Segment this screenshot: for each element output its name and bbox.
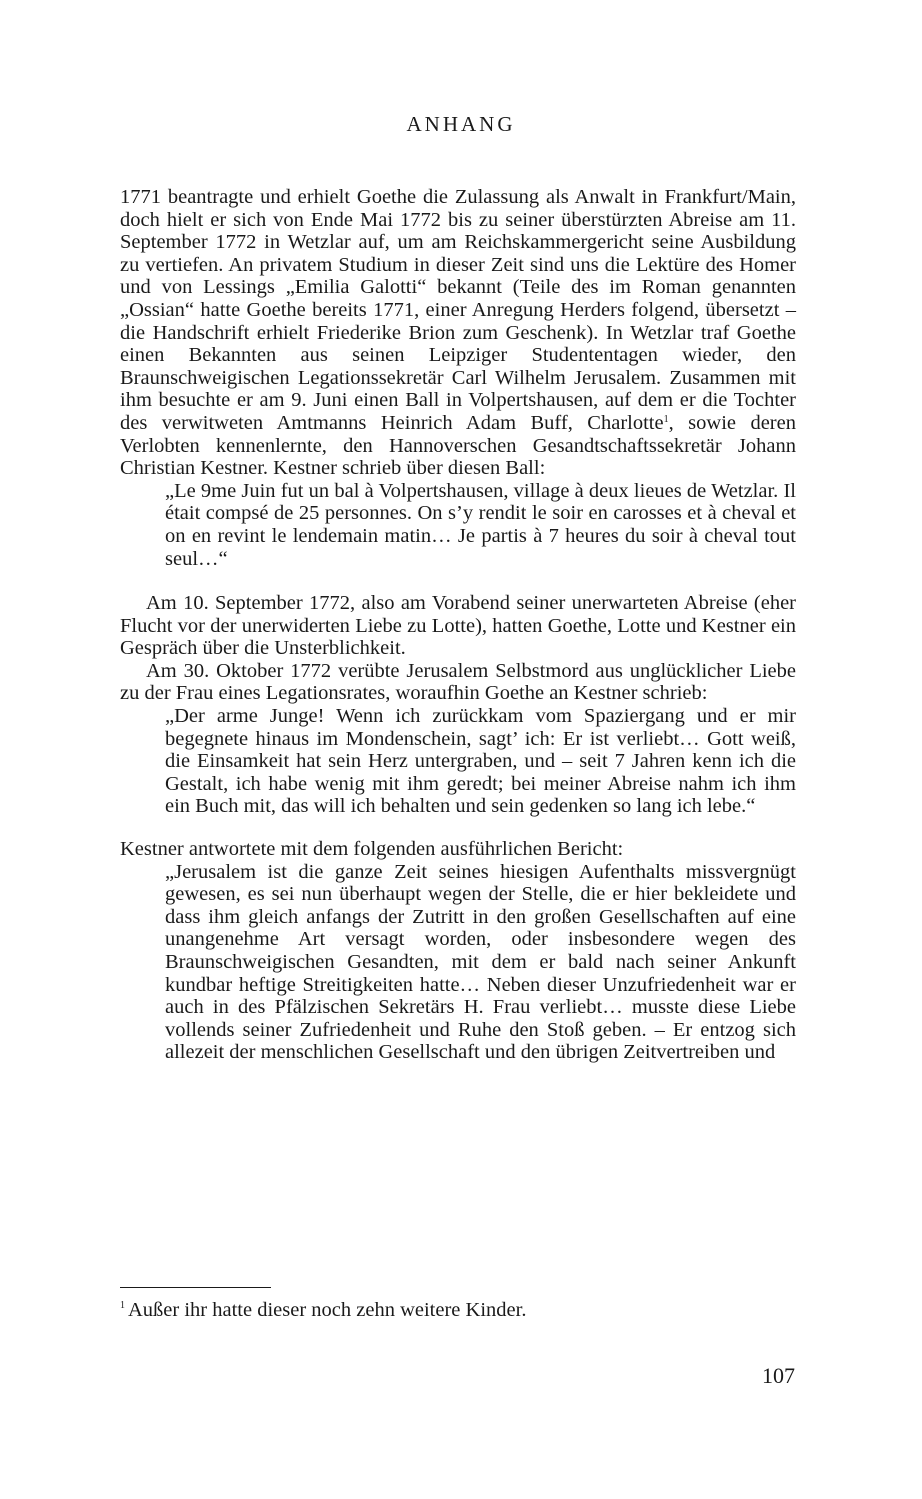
- footnote-marker: 1: [120, 1300, 125, 1311]
- spacer: [120, 570, 796, 592]
- paragraph-text: 1771 beantragte und erhielt Goethe die Zulassung als Anwalt in Frankfurt/Main, doch hielt er sich von Ende Mai 1772 bis zu seiner überstürzten Abreise am 11. September 1772 in Wetzlar auf, um am Reichskammergericht seine Ausbildung zu vertiefen. An privatem Studium in dieser Zeit sind uns die Lektüre des Homer und von Lessings „Emilia Galotti“ bekannt (Teile des im Roman genannten „Ossian“ hatte Goethe bereits 1771, einer Anregung Herders folgend, übersetzt – die Handschrift erhielt Friederike Brion zum Geschenk). In Wetzlar traf Goethe einen Bekannten aus seinen Leipziger Studententagen wieder, den Braunschweigischen Legationssekretär Carl Wilhelm Jerusalem. Zusammen mit ihm besuchte er am 9. Juni einen Ball in Volpertshausen, auf dem er die Tochter des verwitweten Amtmanns Heinrich Adam Buff, Charlotte: [120, 186, 796, 434]
- page-number: 107: [762, 1363, 795, 1388]
- paragraph-goethe-wetzlar: [120, 186, 796, 480]
- spacer: [120, 818, 796, 838]
- paragraph-jerusalem-selbstmord: Am 30. Oktober 1772 verübte Jerusalem Selbstmord aus unglücklicher Liebe zu der Frau eines Legationsrates, woraufhin Goethe an Kestner schrieb:: [120, 659, 796, 705]
- body-text: [120, 186, 796, 1064]
- footnote-divider: [120, 1287, 271, 1288]
- block-quote-kestner-report: „Jerusalem ist die ganze Zeit seines hiesigen Aufenthalts missvergnügt gewesen, es sei nun überhaupt wegen der Stelle, die er hier bekleidete und dass ihm gleich anfangs der Zutritt in den großen Gesellschaften auf eine unangenehme Art versagt worden, oder insbesondere wegen des Braunschweigischen Gesandten, mit dem er bald nach seiner Ankunft kundbar heftige Streitigkeiten hatte… Neben dieser Unzufriedenheit war er auch in des Pfälzischen Sekretärs H. Frau verliebt… musste diese Liebe vollends seiner Zufriedenheit und Ruhe den Stoß geben. – Er entzog sich allezeit der menschlichen Gesellschaft und den übrigen Zeitvertreiben und: [165, 860, 796, 1064]
- paragraph-text: , sowie deren Verlobten kennenlernte, den Hannoverschen Gesandtschaftssekretär Johann Christian Kestner. Kestner schrieb über diesen Ball:: [120, 411, 796, 480]
- running-head: ANHANG: [406, 112, 516, 136]
- block-quote-kestner-ball: „Le 9me Juin fut un bal à Volpertshausen, village à deux lieues de Wetzlar. Il était compsé de 25 personnes. On s’y rendit le soir en carosses et à cheval et on en revint le lendemain matin… Je partis à 7 heures du soir à cheval tout seul…“: [165, 479, 796, 570]
- paragraph-unsterblichkeit: Am 10. September 1772, also am Vorabend seiner unerwarteten Abreise (eher Flucht vor der unerwiderten Liebe zu Lotte), hatten Goethe, Lotte und Kestner ein Gespräch über die Unsterblichkeit.: [120, 592, 796, 660]
- block-quote-goethe-letter: „Der arme Junge! Wenn ich zurückkam vom Spaziergang und er mir begegnete hinaus im Mondenschein, sagt’ ich: Er ist verliebt… Gott weiß, die Einsamkeit hat sein Herz untergraben, und – seit 7 Jahren kenn ich die Gestalt, ich habe wenig mit ihm geredt; bei meiner Abreise nahm ich ihm ein Buch mit, das will ich behalten und sein gedenken so lang ich lebe.“: [165, 705, 796, 818]
- footnote: [120, 1298, 526, 1322]
- footnote-text: Außer ihr hatte dieser noch zehn weitere Kinder.: [128, 1299, 527, 1321]
- paragraph-kestner-bericht: Kestner antwortete mit dem folgenden ausführlichen Bericht:: [120, 838, 624, 861]
- footnote-reference[interactable]: 1: [663, 413, 669, 425]
